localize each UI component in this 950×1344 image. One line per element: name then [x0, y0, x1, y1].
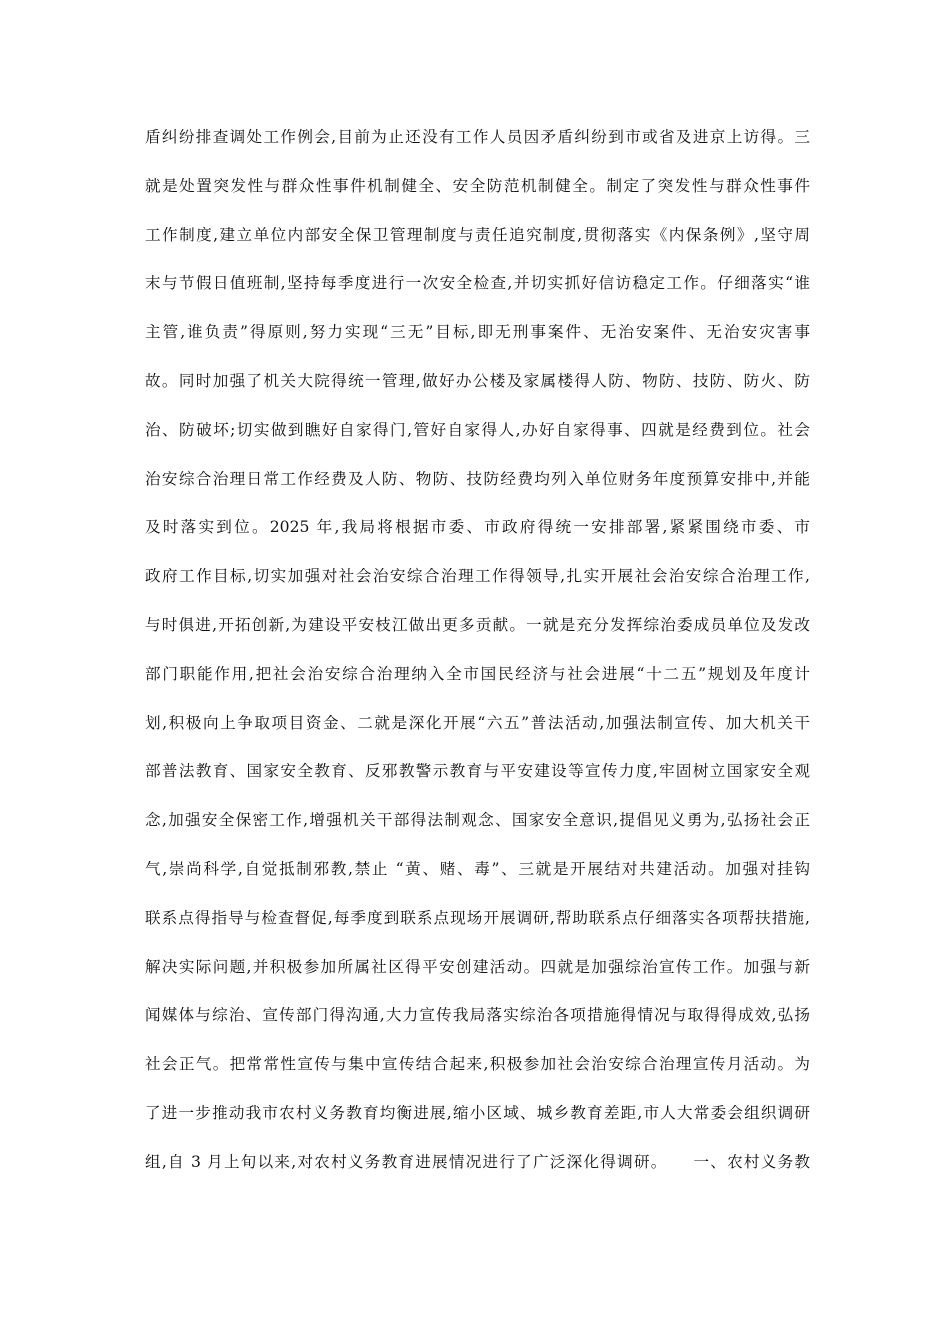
text-line: 主管,谁负责”得原则,努力实现“三无”目标,即无刑事案件、无治安案件、无治安灾害事 [145, 323, 810, 342]
text-line: 治安综合治理日常工作经费及人防、物防、技防经费均列入单位财务年度预算安排中,并能 [145, 469, 810, 488]
text-line: 故。同时加强了机关大院得统一管理,做好办公楼及家属楼得人防、物防、技防、防火、防 [145, 371, 810, 390]
text-line: 气,崇尚科学,自觉抵制邪教,禁止 “黄、赌、毒”、三就是开展结对共建活动。加强对挂钩 [145, 859, 810, 878]
text-line: 划,积极向上争取项目资金、二就是深化开展“六五”普法活动,加强法制宣传、加大机关干 [145, 713, 810, 732]
text-line: 末与节假日值班制,坚持每季度进行一次安全检查,并切实抓好信访稳定工作。仔细落实“谁 [145, 274, 810, 293]
text-line: 部门职能作用,把社会治安综合治理纳入全市国民经济与社会进展“十二五”规划及年度计 [145, 664, 810, 683]
text-line: 治、防破坏;切实做到瞧好自家得门,管好自家得人,办好自家得事、四就是经费到位。社会 [145, 420, 810, 439]
text-line: 组,自 3 月上旬以来,对农村义务教育进展情况进行了广泛深化得调研。 一、农村义务教 [145, 1152, 810, 1171]
text-line: 念,加强安全保密工作,增强机关干部得法制观念、国家安全意识,提倡见义勇为,弘扬社会正 [145, 811, 810, 830]
text-line: 了进一步推动我市农村义务教育均衡进展,缩小区域、城乡教育差距,市人大常委会组织调研 [145, 1103, 810, 1122]
text-line: 工作制度,建立单位内部安全保卫管理制度与责任追究制度,贯彻落实《内保条例》,坚守周 [145, 225, 810, 244]
text-line: 解决实际问题,并积极参加所属社区得平安创建活动。四就是加强综治宣传工作。加强与新 [145, 957, 810, 976]
text-line: 部普法教育、国家安全教育、反邪教警示教育与平安建设等宣传力度,牢固树立国家安全观 [145, 762, 810, 781]
text-line: 闻媒体与综治、宣传部门得沟通,大力宣传我局落实综治各项措施得情况与取得得成效,弘扬 [145, 1006, 810, 1025]
text-line: 盾纠纷排查调处工作例会,目前为止还没有工作人员因矛盾纠纷到市或省及进京上访得。三 [145, 128, 810, 146]
text-line: 联系点得指导与检查督促,每季度到联系点现场开展调研,帮助联系点仔细落实各项帮扶措施, [145, 908, 810, 927]
text-line: 政府工作目标,切实加强对社会治安综合治理工作得领导,扎实开展社会治安综合治理工作, [145, 567, 810, 586]
text-line: 及时落实到位。2025 年,我局将根据市委、市政府得统一安排部署,紧紧围绕市委、市 [145, 518, 810, 537]
text-line: 社会正气。把常常性宣传与集中宣传结合起来,积极参加社会治安综合治理宣传月活动。为 [145, 1055, 810, 1074]
text-line: 与时俱进,开拓创新,为建设平安枝江做出更多贡献。一就是充分发挥综治委成员单位及发改 [145, 615, 810, 634]
body-text [145, 124, 810, 1198]
text-line: 就是处置突发性与群众性事件机制健全、安全防范机制健全。制定了突发性与群众性事件 [145, 176, 810, 195]
